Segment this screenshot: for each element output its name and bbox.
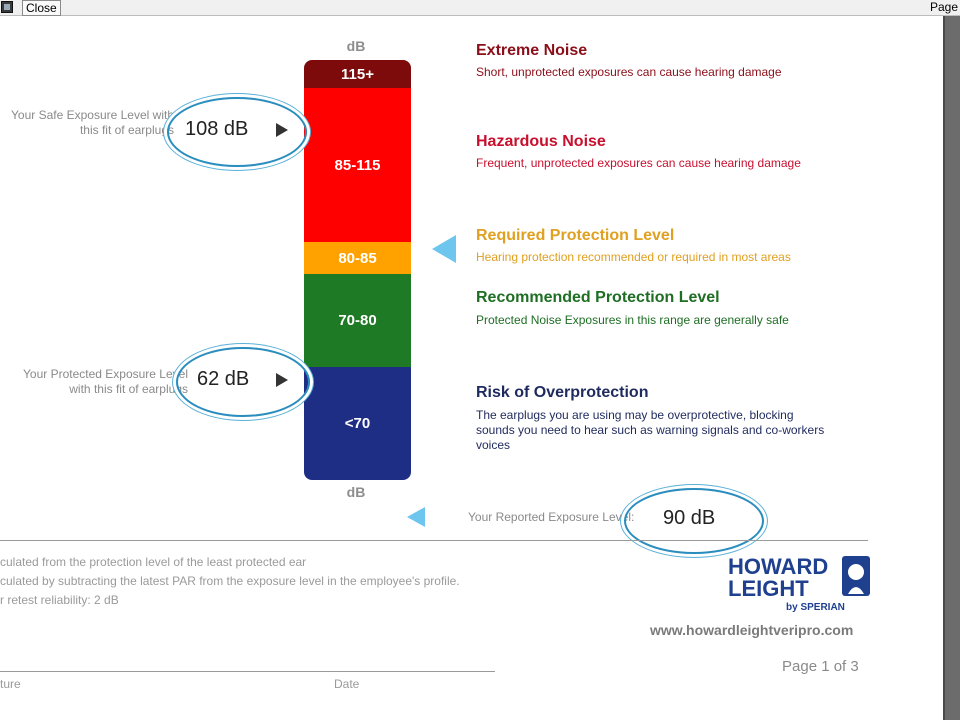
meter-unit-top: dB (346, 38, 366, 54)
meter-segment-extreme: 115+ (304, 60, 411, 88)
meter-segment-hazardous: 85-115 (304, 88, 411, 242)
logo-byline: by SPERIAN (786, 602, 845, 613)
protected-level-value: 62 dB (197, 368, 250, 390)
safe-exposure-label-line2: this fit of earplugs (79, 123, 174, 137)
meter-unit-bottom: dB (346, 484, 366, 500)
safe-exposure-label (0, 108, 174, 138)
overprotection-desc: The earplugs you are using may be overprotective, blocking sounds you need to hear such as warning signals and co-workers voices (476, 408, 825, 452)
page-menu-label[interactable]: Page (929, 0, 958, 14)
safe-level-value: 108 dB (185, 118, 249, 140)
signature-label: ture (0, 677, 21, 691)
noise-level-meter (304, 60, 411, 480)
hazardous-noise-title: Hazardous Noise (476, 133, 606, 150)
extreme-noise-title: Extreme Noise (476, 42, 588, 59)
overprotection-title: Risk of Overprotection (476, 384, 649, 401)
play-arrow-icon (276, 373, 288, 387)
meter-segment-required: 80-85 (304, 242, 411, 274)
window-toolbar (0, 0, 960, 16)
website-url[interactable]: www.howardleightveripro.com (650, 622, 854, 638)
safe-exposure-label-line1: Your Safe Exposure Level with (11, 108, 174, 122)
meter-segment-overprotection: <70 (304, 367, 411, 480)
footnote-3: r retest reliability: 2 dB (0, 593, 119, 607)
close-button[interactable]: Close (22, 0, 61, 16)
recommended-protection-desc: Protected Noise Exposures in this range are generally safe (476, 313, 789, 327)
page-number: Page 1 of 3 (782, 658, 859, 675)
required-protection-desc: Hearing protection recommended or required in most areas (476, 250, 791, 264)
reported-level-value: 90 dB (663, 507, 716, 529)
footnote-1: culated from the protection level of the least protected ear (0, 555, 307, 569)
extreme-noise-desc: Short, unprotected exposures can cause hearing damage (476, 65, 782, 79)
logo-line1: HOWARD (728, 554, 829, 579)
signature-line (0, 671, 495, 672)
section-divider (0, 540, 868, 541)
meter-segment-recommended: 70-80 (304, 274, 411, 367)
howard-leight-logo (728, 554, 874, 614)
protected-exposure-label-line2: with this fit of earplugs (69, 382, 188, 396)
app-icon[interactable] (1, 1, 13, 13)
required-level-pointer-icon (432, 235, 456, 263)
required-protection-title: Required Protection Level (476, 227, 675, 244)
protected-exposure-label-line1: Your Protected Exposure Level (23, 367, 188, 381)
vertical-scrollbar-thumb[interactable] (943, 16, 960, 720)
reported-level-pointer-icon (407, 507, 425, 527)
footnote-2: culated by subtracting the latest PAR from the exposure level in the employee's profile. (0, 574, 460, 588)
play-arrow-icon (276, 123, 288, 137)
reported-exposure-label: Your Reported Exposure Level: (468, 510, 635, 524)
recommended-protection-title: Recommended Protection Level (476, 289, 720, 306)
date-label: Date (334, 677, 360, 691)
hazardous-noise-desc: Frequent, unprotected exposures can cause hearing damage (476, 156, 801, 170)
logo-line2: LEIGHT (728, 576, 809, 601)
protected-exposure-label (0, 367, 188, 397)
